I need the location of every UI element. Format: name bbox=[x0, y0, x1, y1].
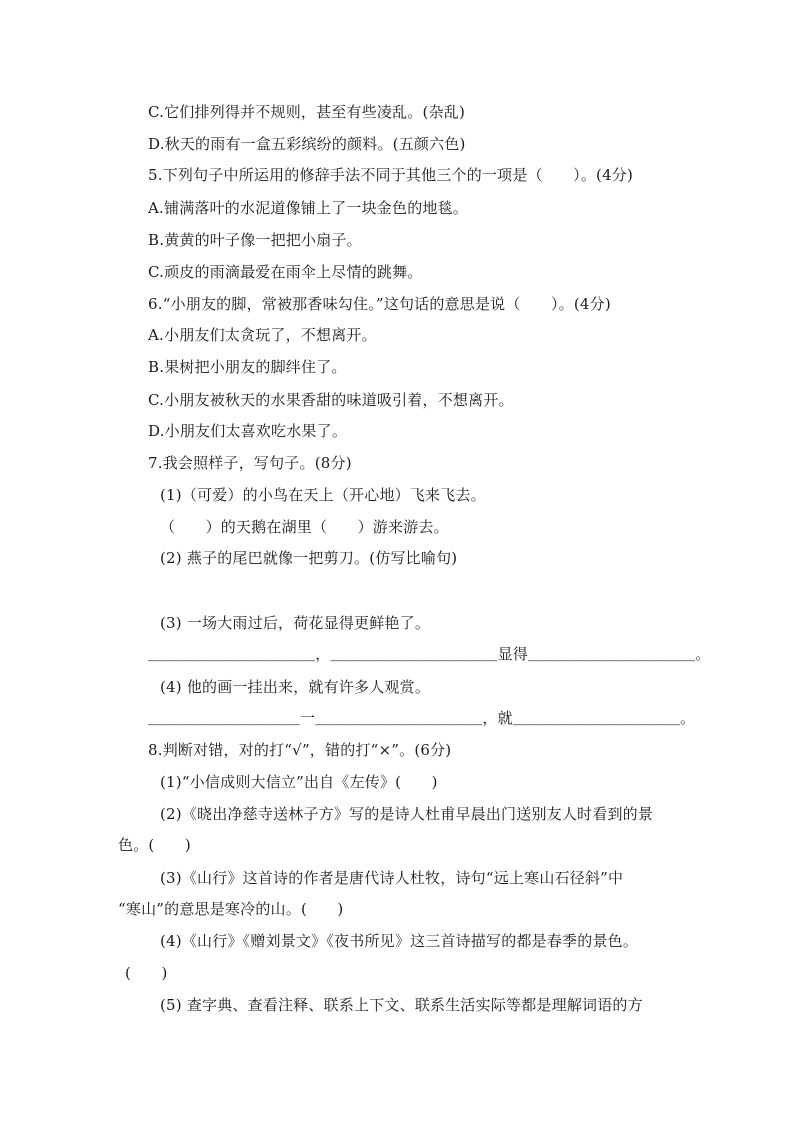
q7-part-1-blank: （ ）的天鹅在湖里（ ）游来游去。 bbox=[160, 518, 449, 536]
q8-item-1: (1)“小信成则大信立”出自《左传》( ) bbox=[160, 773, 438, 791]
option-c-q4: C.它们排列得并不规则，甚至有些凌乱。(杂乱) bbox=[148, 103, 466, 121]
q7-part-1: (1)（可爱）的小鸟在天上（开心地）飞来飞去。 bbox=[160, 486, 486, 504]
question-7: 7.我会照样子，写句子。(8分) bbox=[148, 454, 352, 472]
q8-item-3-cont: “寒山”的意思是寒冷的山。( ) bbox=[118, 900, 344, 918]
q8-item-2-cont: 色。( ) bbox=[118, 836, 191, 854]
q7-part-3-blank: ＿＿＿＿＿＿＿＿＿＿＿，＿＿＿＿＿＿＿＿＿＿＿显得＿＿＿＿＿＿＿＿＿＿＿。 bbox=[148, 645, 711, 663]
question-8: 8.判断对错，对的打“√”，错的打“×”。(6分) bbox=[148, 741, 452, 759]
q7-part-2: (2) 燕子的尾巴就像一把剪刀。(仿写比喻句) bbox=[160, 549, 458, 567]
option-a-q6: A.小朋友们太贪玩了，不想离开。 bbox=[148, 326, 377, 344]
option-d-q6: D.小朋友们太喜欢吃水果了。 bbox=[148, 422, 348, 440]
q8-item-2: (2)《晓出净慈寺送林子方》写的是诗人杜甫早晨出门送别友人时看到的景 bbox=[160, 805, 654, 823]
q7-part-4: (4) 他的画一挂出来，就有许多人观赏。 bbox=[160, 678, 431, 696]
q8-item-3: (3)《山行》这首诗的作者是唐代诗人杜牧，诗句“远上寒山石径斜”中 bbox=[160, 869, 624, 887]
q7-part-3: (3) 一场大雨过后，荷花显得更鲜艳了。 bbox=[160, 614, 431, 632]
q8-item-4-cont: ( ) bbox=[125, 964, 168, 982]
option-c-q5: C.顽皮的雨滴最爱在雨伞上尽情的跳舞。 bbox=[148, 263, 423, 281]
option-a-q5: A.铺满落叶的水泥道像铺上了一块金色的地毯。 bbox=[148, 199, 469, 217]
question-6: 6.“小朋友的脚，常被那香味勾住。”这句话的意思是说（ ）。(4分) bbox=[148, 295, 611, 313]
option-c-q6: C.小朋友被秋天的水果香甜的味道吸引着，不想离开。 bbox=[148, 391, 514, 409]
q7-part-4-blank: ＿＿＿＿＿＿＿＿＿＿一＿＿＿＿＿＿＿＿＿＿＿，就＿＿＿＿＿＿＿＿＿＿＿。 bbox=[148, 709, 696, 727]
option-b-q6: B.果树把小朋友的脚绊住了。 bbox=[148, 358, 347, 376]
q8-item-5: (5) 查字典、查看注释、联系上下文、联系生活实际等都是理解词语的方 bbox=[160, 996, 643, 1014]
q8-item-4: (4)《山行》《赠刘景文》《夜书所见》这三首诗描写的都是春季的景色。 bbox=[160, 932, 639, 950]
option-b-q5: B.黄黄的叶子像一把把小扇子。 bbox=[148, 231, 362, 249]
question-5: 5.下列句子中所运用的修辞手法不同于其他三个的一项是（ ）。(4分) bbox=[148, 166, 634, 184]
option-d-q4: D.秋天的雨有一盒五彩缤纷的颜料。(五颜六色) bbox=[148, 135, 466, 153]
